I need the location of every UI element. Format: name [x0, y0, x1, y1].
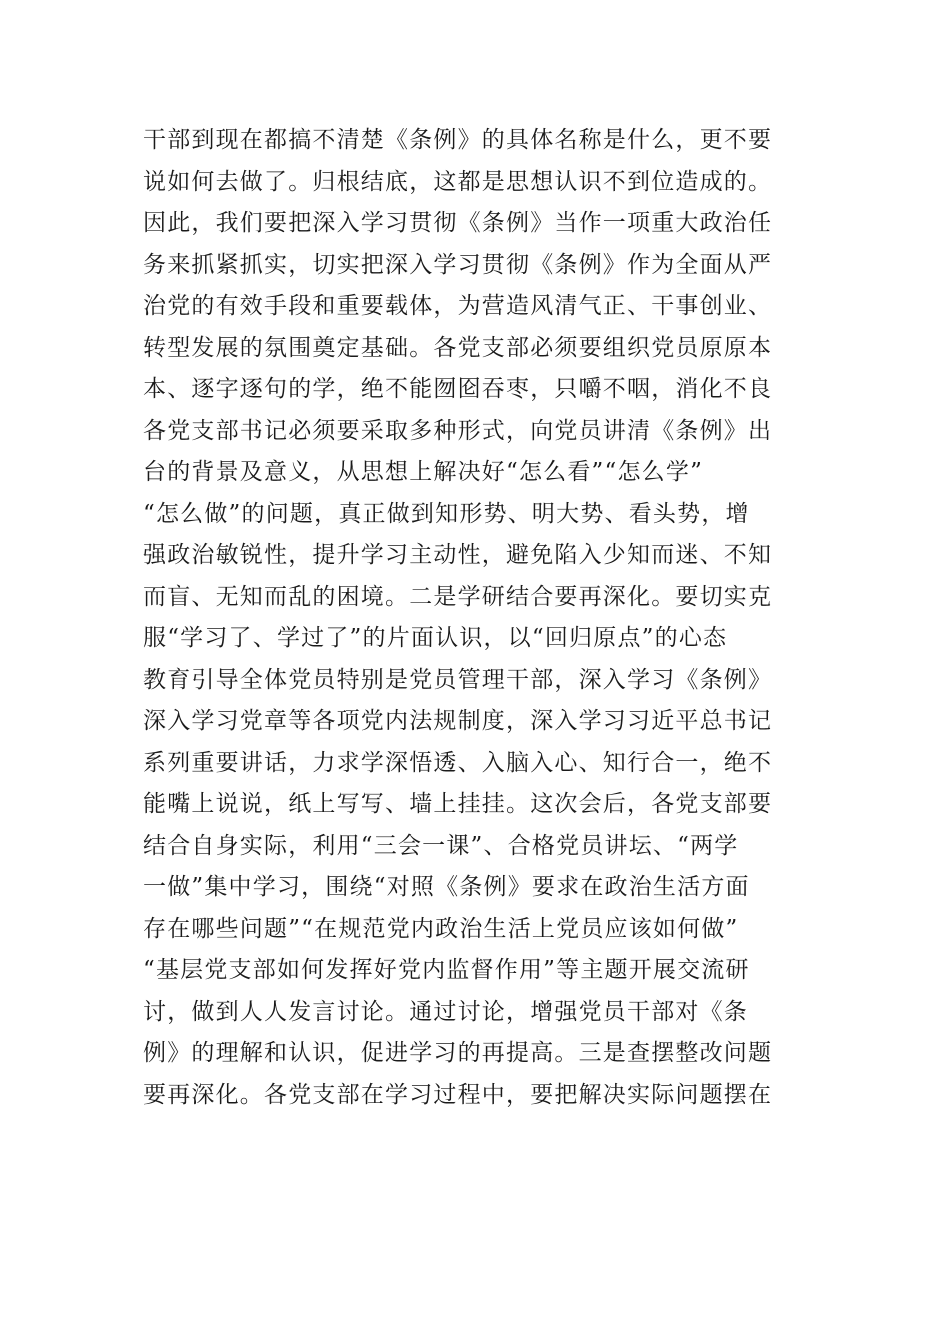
text-line: 转型发展的氛围奠定基础。各党支部必须要组织党员原原本 — [143, 334, 773, 361]
text-line: 台的背景及意义，从思想上解决好“怎么看”“怎么学” — [143, 459, 704, 485]
text-line: 而盲、无知而乱的困境。二是学研结合要再深化。要切实克 — [143, 583, 773, 610]
text-line: 存在哪些问题”“在规范党内政治生活上党员应该如何做” — [143, 915, 739, 942]
text-line: 干部到现在都搞不清楚《条例》的具体名称是什么，更不要 — [143, 127, 773, 153]
text-line: 说如何去做了。归根结底，这都是思想认识不到位造成的。 — [143, 168, 773, 195]
text-line: 要再深化。各党支部在学习过程中，要把解决实际问题摆在 — [143, 1081, 773, 1108]
text-line: 本、逐字逐句的学，绝不能囫囵吞枣，只嚼不咽，消化不良 — [143, 376, 773, 402]
text-line: 因此，我们要把深入学习贯彻《条例》当作一项重大政治任 — [143, 210, 773, 236]
text-line: 服“学习了、学过了”的片面认识，以“回归原点”的心态 — [143, 625, 728, 651]
text-line: “基层党支部如何发挥好党内监督作用”等主题开展交流研 — [143, 957, 750, 983]
text-line: 治党的有效手段和重要载体，为营造风清气正、干事创业、 — [143, 293, 773, 319]
text-line: 教育引导全体党员特别是党员管理干部，深入学习《条例》 — [143, 666, 773, 693]
text-line: 各党支部书记必须要采取多种形式，向党员讲清《条例》出 — [143, 417, 773, 444]
text-line: 务来抓紧抓实，切实把深入学习贯彻《条例》作为全面从严 — [143, 251, 773, 278]
text-line: “怎么做”的问题，真正做到知形势、明大势、看头势，增 — [143, 500, 750, 527]
text-line: 例》的理解和认识，促进学习的再提高。三是查摆整改问题 — [143, 1040, 773, 1066]
text-line: 系列重要讲话，力求学深悟透、入脑入心、知行合一，绝不 — [143, 749, 773, 776]
text-line: 能嘴上说说，纸上写写、墙上挂挂。这次会后，各党支部要 — [143, 791, 773, 817]
text-line: 结合自身实际，利用“三会一课”、合格党员讲坛、“两学 — [143, 832, 739, 859]
text-line: 强政治敏锐性，提升学习主动性，避免陷入少知而迷、不知 — [143, 542, 773, 568]
text-line: 一做”集中学习，围绕“对照《条例》要求在政治生活方面 — [143, 874, 750, 900]
text-line: 深入学习党章等各项党内法规制度，深入学习习近平总书记 — [143, 708, 773, 734]
text-line: 讨，做到人人发言讨论。通过讨论，增强党员干部对《条 — [143, 998, 748, 1025]
body-text — [143, 120, 823, 1116]
